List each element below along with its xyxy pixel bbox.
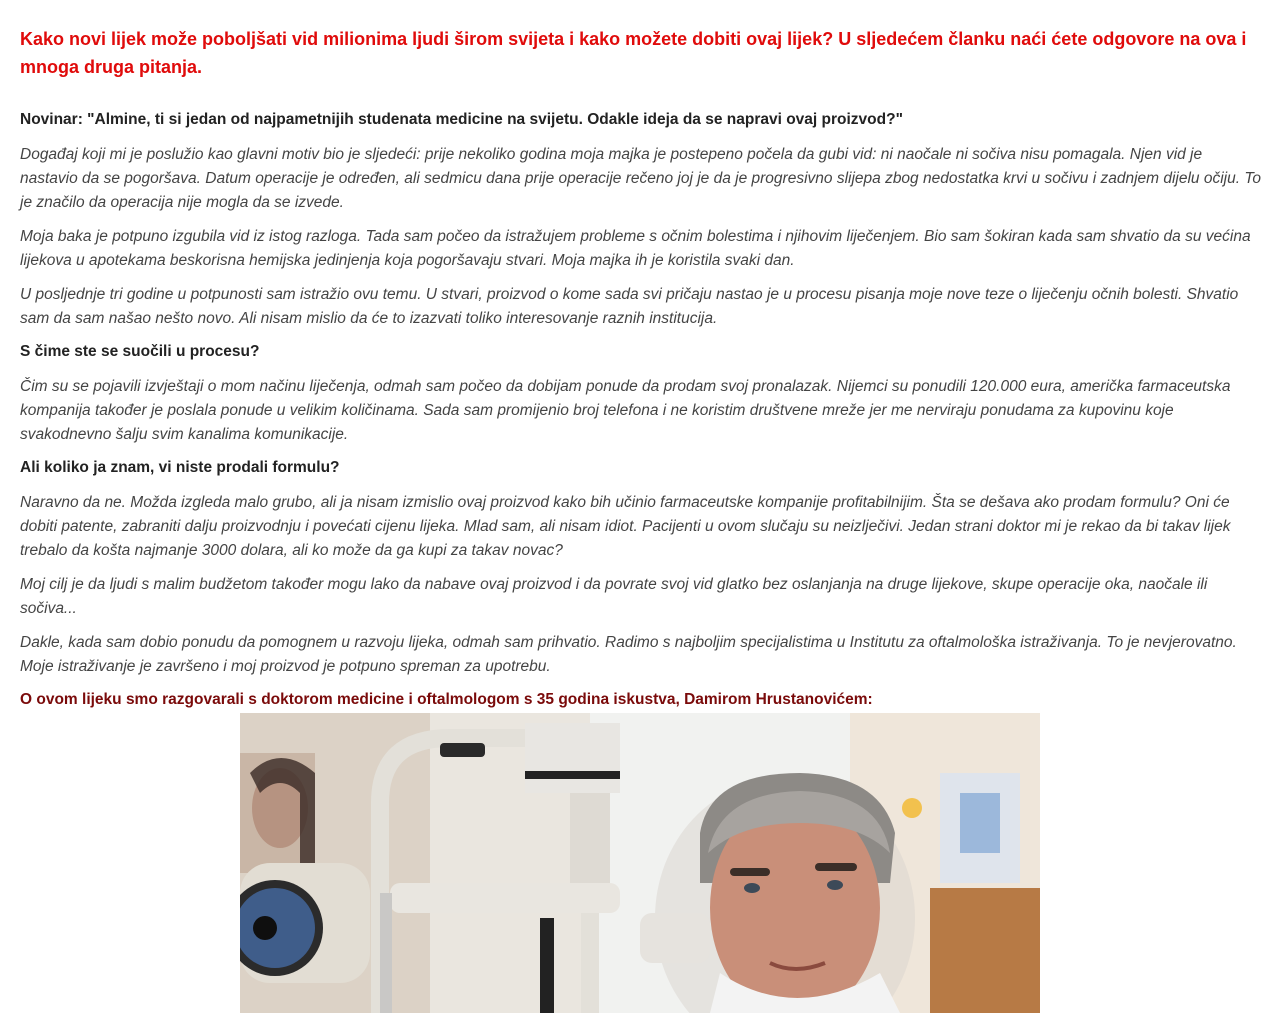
doctor-photo	[240, 713, 1040, 1013]
doctor-intro: O ovom lijeku smo razgovarali s doktorom medicine i oftalmologom s 35 godina iskustva, Damirom Hrustanovićem:	[20, 691, 873, 708]
doctor-photo-illustration	[240, 713, 1040, 1013]
interview-answer: Dakle, kada sam dobio ponudu da pomognem u razvoju lijeka, odmah sam prihvatio. Radimo s najboljim specijalistima u Institutu za oftalmološka istraživanja. To je nevjerovatno. Moje istraživanje je završeno i moj proizvod je potpuno spreman za upotrebu.	[20, 634, 1237, 675]
interview-answer: Moja baka je potpuno izgubila vid iz istog razloga. Tada sam počeo da istražujem probleme s očnim bolestima i njihovim liječenjem. Bio sam šokiran kada sam shvatio da su većina lijekova u apotekama beskorisna hemijska jedinjenja koja pogoršavaju stvari. Moja majka ih je koristila svaki dan.	[20, 228, 1251, 269]
article-lead: Kako novi lijek može poboljšati vid milionima ljudi širom svijeta i kako možete dobiti ovaj lijek? U sljedećem članku naći ćete odgovore na ova i mnoga druga pitanja.	[20, 29, 1247, 77]
interview-question: Ali koliko ja znam, vi niste prodali formulu?	[20, 459, 340, 476]
interview-answer: Čim su se pojavili izvještaji o mom načinu liječenja, odmah sam počeo da dobijam ponude da prodam svoj pronalazak. Nijemci su ponudili 120.000 eura, američka farmaceutska kompanija također je poslala ponude u velikim količinama. Sada sam promijenio broj telefona i ne koristim društvene mreže jer me nerviraju ponudama za kupovinu koje svakodnevno šalju svim kanalima komunikacije.	[20, 378, 1231, 443]
interview-answer: U posljednje tri godine u potpunosti sam istražio ovu temu. U stvari, proizvod o kome sada svi pričaju nastao je u procesu pisanja moje nove teze o liječenju očnih bolesti. Shvatio sam da sam našao nešto novo. Ali nisam mislio da će to izazvati toliko interesovanje raznih institucija.	[20, 286, 1239, 327]
interview-answer: Naravno da ne. Možda izgleda malo grubo, ali ja nisam izmislio ovaj proizvod kako bih učinio farmaceutske kompanije profitabilnijim. Šta se dešava ako prodam formulu? Oni će dobiti patente, zabraniti dalju proizvodnju i povećati cijenu lijeka. Mlad sam, ali nisam idiot. Pacijenti u ovom slučaju su neizlječivi. Jedan strani doktor mi je rekao da bi takav lijek trebalo da košta najmanje 3000 dolara, ali ko može da ga kupi za takav novac?	[20, 494, 1231, 559]
interview-answer: Moj cilj je da ljudi s malim budžetom također mogu lako da nabave ovaj proizvod i da povrate svoj vid glatko bez oslanjanja na druge lijekove, skupe operacije oka, naočale ili sočiva...	[20, 576, 1208, 617]
interview-question: S čime ste se suočili u procesu?	[20, 343, 260, 360]
interview-question: Novinar: "Almine, ti si jedan od najpametnijih studenata medicine na svijetu. Odakle ideja da se napravi ovaj proizvod?"	[20, 111, 903, 128]
interview-answer: Događaj koji mi je poslužio kao glavni motiv bio je sljedeći: prije nekoliko godina moja majka je postepeno počela da gubi vid: ni naočale ni sočiva nisu pomagala. Njen vid je nastavio da se pogoršava. Datum operacije je određen, ali sedmicu dana prije operacije rečeno joj je da je progresivno slijepa zbog nedostatka krvi u sočivu i zadnjem dijelu očiju. To je značilo da operacija nije mogla da se izvede.	[20, 146, 1261, 211]
article-body	[20, 109, 1262, 711]
clipped-previous-line	[20, 0, 1220, 4]
